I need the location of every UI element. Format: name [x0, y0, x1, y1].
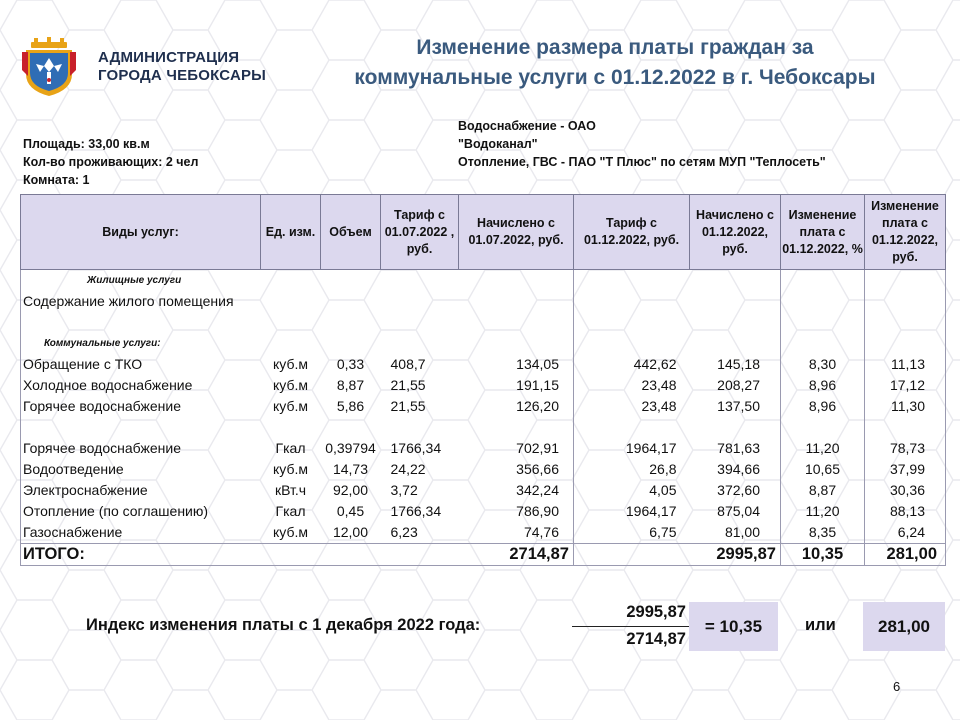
org-line-1: АДМИНИСТРАЦИЯ	[98, 49, 240, 66]
utility-rows-group-b	[21, 438, 946, 544]
volume-cell: 92,00	[332, 482, 369, 498]
unit-cell: Гкал	[275, 503, 306, 519]
tariff-old-cell: 21,55	[390, 377, 426, 393]
service-name: Водоотведение	[21, 459, 261, 480]
table-row	[21, 480, 946, 501]
providers-info	[458, 117, 826, 171]
water-provider-line-2: "Водоканал"	[458, 137, 538, 151]
volume-cell: 12,00	[321, 522, 381, 544]
change-pct-cell: 8,30	[781, 354, 865, 375]
col-header-volume: Объем	[321, 195, 381, 270]
service-name: Холодное водоснабжение	[21, 375, 261, 396]
org-line-2: ГОРОДА ЧЕБОКСАРЫ	[98, 67, 267, 84]
charged-new-cell: 781,63	[690, 438, 781, 459]
tariff-new-cell: 4,05	[574, 480, 690, 501]
water-provider-line-1: Водоснабжение - ОАО	[458, 119, 596, 133]
title-line-1: Изменение размера платы граждан за	[416, 36, 814, 59]
tariff-new-cell: 26,8	[574, 459, 690, 480]
change-pct-cell: 8,87	[781, 480, 865, 501]
tariff-new-cell: 1964,17	[574, 501, 690, 522]
change-rub-cell: 88,13	[865, 501, 946, 522]
index-result-rubles: 281,00	[863, 602, 945, 651]
charged-old-cell: 342,24	[516, 482, 559, 498]
charged-new-cell: 394,66	[690, 459, 781, 480]
volume-cell: 8,87	[336, 377, 365, 393]
service-name: Содержание жилого помещения	[21, 291, 261, 333]
page-number: 6	[893, 679, 901, 694]
charged-new-cell: 81,00	[690, 522, 781, 544]
service-name: Горячее водоснабжение	[21, 396, 261, 417]
total-charged-new: 2995,87	[574, 544, 781, 566]
col-header-tariff-old: Тариф с 01.07.2022 , руб.	[381, 195, 459, 270]
index-or-word: или	[805, 616, 836, 634]
service-name: Отопление (по соглашению)	[21, 501, 261, 522]
tariff-old-cell: 21,55	[390, 398, 426, 414]
unit-cell: куб.м	[261, 522, 321, 544]
index-numerator: 2995,87	[626, 603, 686, 621]
table-row	[21, 501, 946, 522]
heating-provider: Отопление, ГВС - ПАО "Т Плюс" по сетям МУП "Теплосеть"	[458, 155, 826, 169]
group-row-utilities	[21, 333, 946, 354]
area-text: Площадь: 33,00 кв.м	[23, 137, 150, 151]
charged-old-cell: 134,05	[516, 356, 559, 372]
unit-cell: куб.м	[273, 461, 308, 477]
total-change-rub: 281,00	[865, 544, 946, 566]
tariff-new-cell: 23,48	[574, 375, 690, 396]
table-header-row	[21, 195, 946, 270]
index-result-percent: = 10,35	[689, 602, 778, 651]
table-row	[21, 354, 946, 375]
charged-new-cell: 145,18	[690, 354, 781, 375]
service-name: Электроснабжение	[21, 480, 261, 501]
col-header-charged-new: Начислено с 01.12.2022, руб.	[690, 195, 781, 270]
volume-cell: 5,86	[336, 398, 365, 414]
change-pct-cell: 8,96	[781, 375, 865, 396]
charged-old-cell: 702,91	[516, 440, 559, 456]
fraction-line	[572, 626, 690, 627]
change-rub-cell: 6,24	[865, 522, 946, 544]
unit-cell: Гкал	[275, 440, 306, 456]
residents-text: Кол-во проживающих: 2 чел	[23, 155, 199, 169]
table-row	[21, 375, 946, 396]
volume-cell: 0,39794	[325, 440, 376, 456]
charged-old-cell: 786,90	[516, 503, 559, 519]
table-row	[21, 396, 946, 417]
city-coat-of-arms-logo	[18, 36, 80, 98]
tariff-new-cell: 6,75	[574, 522, 690, 544]
change-pct-cell: 8,96	[781, 396, 865, 417]
change-rub-cell: 78,73	[865, 438, 946, 459]
page-title	[320, 33, 910, 93]
change-rub-cell: 11,13	[865, 354, 946, 375]
group-row-housing	[21, 270, 946, 292]
col-header-unit: Ед. изм.	[261, 195, 321, 270]
total-charged-old: 2714,87	[261, 544, 574, 566]
service-name: Обращение с ТКО	[21, 354, 261, 375]
change-rub-cell: 11,30	[865, 396, 946, 417]
organization-name	[98, 49, 266, 85]
change-rub-cell: 37,99	[865, 459, 946, 480]
group-label-utilities: Коммунальные услуги:	[21, 333, 574, 354]
charged-old-cell: 126,20	[516, 398, 559, 414]
tariff-new-cell: 1964,17	[574, 438, 690, 459]
tariff-old-cell: 408,7	[390, 356, 426, 372]
tariff-new-cell: 23,48	[574, 396, 690, 417]
utility-charges-table	[20, 194, 946, 566]
unit-cell: куб.м	[273, 398, 308, 414]
unit-cell: куб.м	[273, 377, 308, 393]
col-header-change-pct: Изменение плата с 01.12.2022, %	[781, 195, 865, 270]
col-header-charged-old: Начислено с 01.07.2022, руб.	[459, 195, 574, 270]
tariff-old-cell: 6,23	[381, 522, 459, 544]
total-row	[21, 544, 946, 566]
col-header-service: Виды услуг:	[21, 195, 261, 270]
apartment-info	[23, 135, 198, 189]
tariff-new-cell: 442,62	[574, 354, 690, 375]
service-name: Горячее водоснабжение	[21, 438, 261, 459]
volume-cell: 0,33	[336, 356, 365, 372]
charged-new-cell: 372,60	[690, 480, 781, 501]
table-row	[21, 459, 946, 480]
charged-old-cell: 191,15	[516, 377, 559, 393]
charged-new-cell: 137,50	[690, 396, 781, 417]
charged-new-cell: 208,27	[690, 375, 781, 396]
change-pct-cell: 11,20	[781, 438, 865, 459]
unit-cell: кВт.ч	[274, 482, 307, 498]
tariff-old-cell: 1766,34	[390, 440, 442, 456]
table-row-housing-maintenance	[21, 291, 946, 333]
rooms-text: Комната: 1	[23, 173, 90, 187]
change-pct-cell: 11,20	[781, 501, 865, 522]
table-row	[21, 438, 946, 459]
volume-cell: 0,45	[336, 503, 365, 519]
group-label-housing: Жилищные услуги	[21, 270, 574, 292]
index-denominator: 2714,87	[626, 630, 686, 648]
change-pct-cell: 8,35	[781, 522, 865, 544]
total-change-pct: 10,35	[781, 544, 865, 566]
change-rub-cell: 17,12	[865, 375, 946, 396]
charged-old-cell: 356,66	[516, 461, 559, 477]
unit-cell: куб.м	[273, 356, 308, 372]
col-header-change-rub: Изменение плата с 01.12.2022, руб.	[865, 195, 946, 270]
service-name: Газоснабжение	[21, 522, 261, 544]
utility-rows-group-a	[21, 354, 946, 417]
tariff-old-cell: 3,72	[390, 482, 418, 498]
total-label: ИТОГО:	[21, 544, 261, 566]
change-pct-cell: 10,65	[781, 459, 865, 480]
volume-cell: 14,73	[332, 461, 369, 477]
charged-old-cell: 74,76	[459, 522, 574, 544]
tariff-old-cell: 24,22	[390, 461, 426, 477]
index-label: Индекс изменения платы с 1 декабря 2022 года:	[86, 616, 481, 634]
table-row	[21, 522, 946, 544]
tariff-old-cell: 1766,34	[390, 503, 442, 519]
change-rub-cell: 30,36	[865, 480, 946, 501]
col-header-tariff-new: Тариф с 01.12.2022, руб.	[574, 195, 690, 270]
title-line-2: коммунальные услуги с 01.12.2022 в г. Чебоксары	[354, 66, 876, 89]
spacer-row	[21, 417, 946, 438]
charged-new-cell: 875,04	[690, 501, 781, 522]
